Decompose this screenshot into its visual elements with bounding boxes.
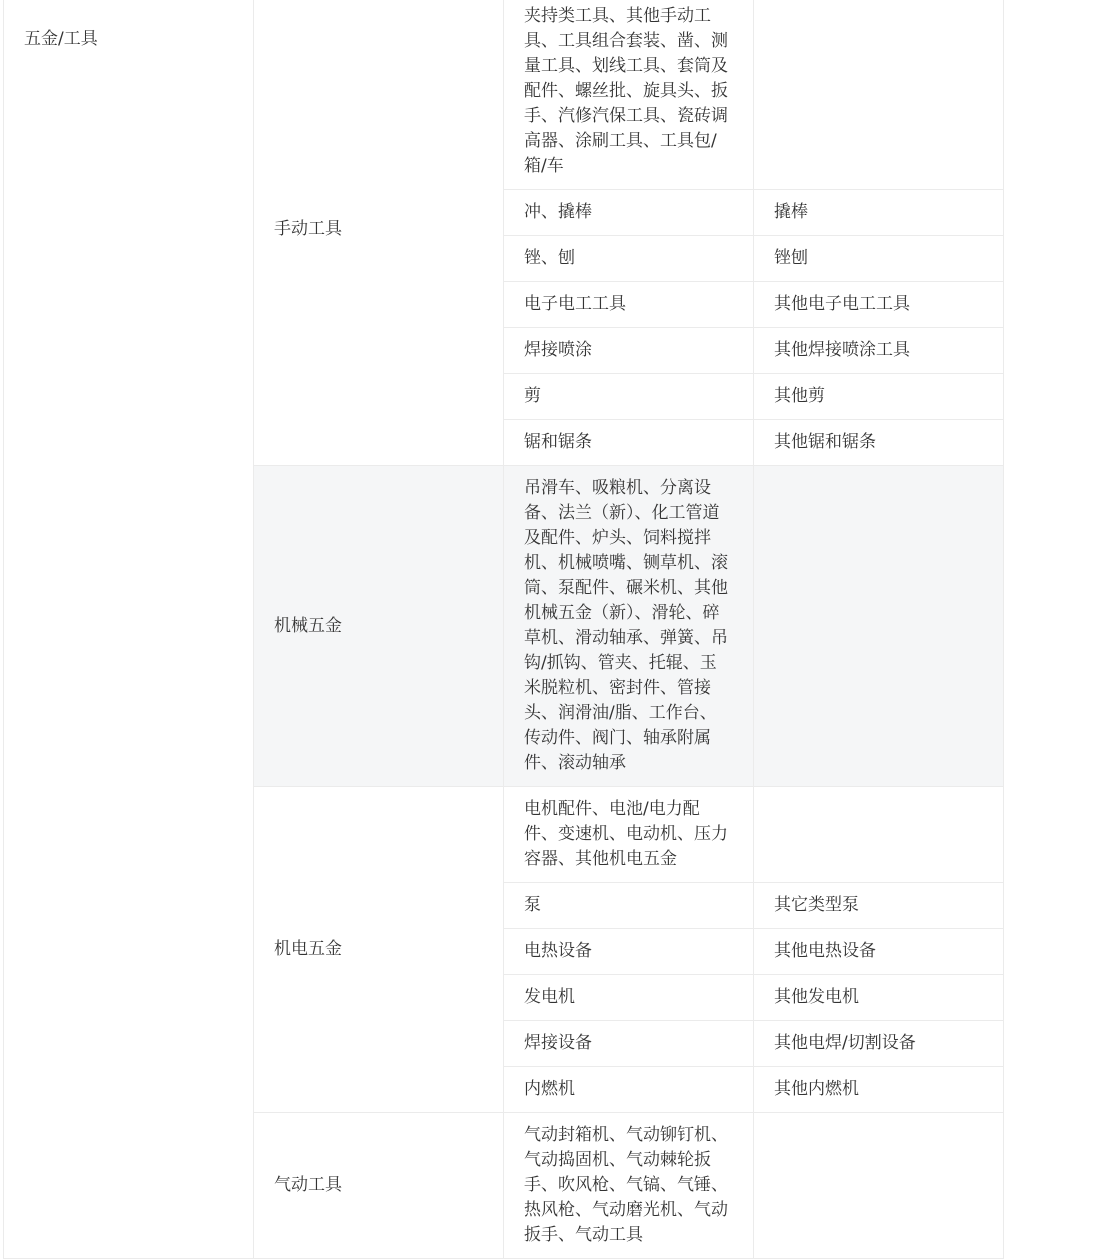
category-level3-cell: 剪 (504, 374, 754, 420)
category-level3-cell: 冲、撬棒 (504, 190, 754, 236)
category-level2-cell: 手动工具 (254, 0, 504, 466)
category-level4-cell: 撬棒 (754, 190, 1004, 236)
category-level2-cell: 机电五金 (254, 787, 504, 1113)
category-level4-cell (754, 787, 1004, 883)
category-level4-cell: 其他发电机 (754, 975, 1004, 1021)
category-level3-cell: 锉、刨 (504, 236, 754, 282)
category-level4-cell: 其他锯和锯条 (754, 420, 1004, 466)
category-table (3, 0, 1004, 1259)
category-level4-cell: 其他电热设备 (754, 929, 1004, 975)
category-level4-cell: 其他电焊/切割设备 (754, 1021, 1004, 1067)
category-level3-cell: 电热设备 (504, 929, 754, 975)
category-level4-cell: 其他内燃机 (754, 1067, 1004, 1113)
category-level3-cell: 气动封箱机、气动铆钉机、气动捣固机、气动棘轮扳手、吹风枪、气镐、气锤、热风枪、气动磨光机、气动扳手、气动工具 (504, 1113, 754, 1259)
table-row (4, 0, 1004, 190)
category-level4-cell (754, 466, 1004, 787)
category-level4-cell: 其他焊接喷涂工具 (754, 328, 1004, 374)
category-level4-cell: 其它类型泵 (754, 883, 1004, 929)
category-level4-cell: 锉刨 (754, 236, 1004, 282)
category-level3-cell: 内燃机 (504, 1067, 754, 1113)
category-level4-cell (754, 0, 1004, 190)
category-level3-cell: 锯和锯条 (504, 420, 754, 466)
category-level3-cell: 泵 (504, 883, 754, 929)
category-level2-cell: 机械五金 (254, 466, 504, 787)
category-level3-cell: 发电机 (504, 975, 754, 1021)
category-level3-cell: 焊接设备 (504, 1021, 754, 1067)
category-level4-cell: 其他电子电工工具 (754, 282, 1004, 328)
category-level1-cell: 五金/工具 (4, 0, 254, 1259)
category-level3-cell: 焊接喷涂 (504, 328, 754, 374)
category-level4-cell: 其他剪 (754, 374, 1004, 420)
category-level3-cell: 吊滑车、吸粮机、分离设备、法兰（新）、化工管道及配件、炉头、饲料搅拌机、机械喷嘴、铡草机、滚筒、泵配件、碾米机、其他机械五金（新）、滑轮、碎草机、滑动轴承、弹簧、吊钩/抓钩、管夹、托辊、玉米脱粒机、密封件、管接头、润滑油/脂、工作台、传动件、阀门、轴承附属件、滚动轴承 (504, 466, 754, 787)
category-level3-cell: 夹持类工具、其他手动工具、工具组合套装、凿、测量工具、划线工具、套筒及配件、螺丝批、旋具头、扳手、汽修汽保工具、瓷砖调高器、涂刷工具、工具包/箱/车 (504, 0, 754, 190)
category-level3-cell: 电机配件、电池/电力配件、变速机、电动机、压力容器、其他机电五金 (504, 787, 754, 883)
category-level4-cell (754, 1113, 1004, 1259)
category-level2-cell: 气动工具 (254, 1113, 504, 1259)
category-level3-cell: 电子电工工具 (504, 282, 754, 328)
